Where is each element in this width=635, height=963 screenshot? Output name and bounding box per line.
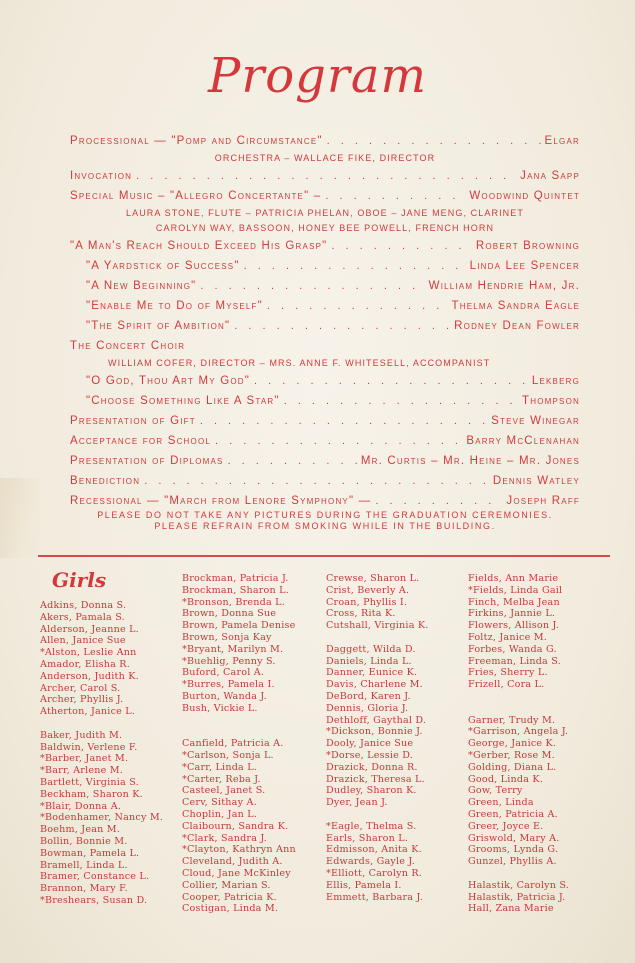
graduate-name: Brockman, Patricia J. [182,573,289,584]
name-spacer [182,715,296,727]
graduate-name: Bollin, Bonnie M. [40,835,128,847]
graduate-name: Good, Linda K. [468,773,544,785]
graduate-name: *Garrison, Angela J. [468,726,569,738]
name-spacer [326,632,429,644]
program-item-label: Recessional — "March from Lenore Symphony" — [70,495,372,507]
name-spacer [182,726,296,738]
program-item [70,340,580,358]
graduate-name: Daniels, Linda L. [326,655,412,667]
program-item-performer: William Hendrie Ham, Jr. [428,280,580,292]
name-column [468,573,569,915]
program-item-label: "Choose Something Like A Star" [86,395,280,407]
notice-line: PLEASE REFRAIN FROM SMOKING WHILE IN THE BUILDING. [154,521,496,531]
graduate-name: *Clayton, Kathryn Ann [182,844,296,856]
program-item-performer: Thelma Sandra Eagle [451,300,580,312]
graduate-name: Cross, Rita K. [326,608,396,620]
graduate-name: Cerv, Sithay A. [182,797,257,809]
graduate-name: Freeman, Linda S. [468,655,561,667]
graduate-name: Davis, Charlene M. [326,679,423,691]
graduate-name: *Alston, Leslie Ann [40,647,137,659]
graduate-name: Gow, Terry [468,785,523,797]
graduate-name: Greer, Joyce E. [468,820,544,832]
program-item-performer: Jana Sapp [520,170,580,182]
graduate-name: Buford, Carol A. [182,667,265,679]
name-column [182,573,296,915]
program-item-performer: Robert Browning [475,240,580,252]
program-item [70,135,580,153]
girls-heading: Girls [52,568,107,592]
graduate-name: Halastik, Patricia J. [468,891,566,903]
program-item [70,280,580,298]
graduate-name: Cloud, Jane McKinley [182,867,291,879]
graduate-name: Bramell, Linda L. [40,859,128,871]
program-item-detail: ORCHESTRA – WALLACE FIKE, DIRECTOR [214,153,436,163]
name-spacer [468,868,569,880]
graduate-name: Atherton, Janice L. [40,706,136,718]
graduate-name: Dennis, Gloria J. [326,702,409,714]
program-item-performer: Rodney Dean Fowler [454,320,580,332]
graduate-name: Casteel, Janet S. [182,785,266,797]
torn-edge [0,478,40,558]
graduate-name: Collier, Marian S. [182,879,271,891]
program-item-detail: LAURA STONE, FLUTE – PATRICIA PHELAN, OBOE – JANE MENG, CLARINET [126,208,524,218]
name-column [40,600,163,907]
program-item-performer: Linda Lee Spencer [469,260,580,272]
graduate-name: Drazick, Donna R. [326,761,418,773]
graduate-name: Dooly, Janice Sue [326,738,414,750]
graduate-name: Brockman, Sharon L. [182,584,289,596]
graduate-name: Fries, Sherry L. [468,667,548,679]
graduate-name: Crewse, Sharon L. [326,573,420,584]
graduate-name: Green, Patricia A. [468,808,558,820]
leader-dots [267,300,448,312]
graduate-name: Costigan, Linda M. [182,903,279,915]
program-item [70,415,580,433]
graduate-name: Gunzel, Phyllis A. [468,856,557,868]
graduate-name: Emmett, Barbara J. [326,891,424,903]
graduate-name: Archer, Carol S. [40,682,121,694]
graduate-name: Foltz, Janice M. [468,631,547,643]
graduate-name: Forbes, Wanda G. [468,643,557,655]
graduate-name: *Barr, Arlene M. [40,765,124,777]
graduate-name: Baldwin, Verlene F. [40,741,138,753]
graduate-name: Grooms, Lynda G. [468,844,559,856]
graduate-name: *Bodenhamer, Nancy M. [40,812,164,824]
graduate-name: Alderson, Jeanne L. [40,623,139,635]
leader-dots [234,320,450,332]
program-item-label: "A Man's Reach Should Exceed His Grasp" [70,240,328,252]
graduate-name: Bramer, Constance L. [40,871,150,883]
graduate-name: Dethloff, Gaythal D. [326,714,427,726]
graduate-name: Bartlett, Virginia S. [40,776,139,788]
graduate-name: Croan, Phyllis I. [326,596,408,608]
program-item [70,395,580,413]
graduate-name: Burton, Wanda J. [182,690,267,702]
graduate-name: Frizell, Cora L. [468,679,545,691]
program-item-label: Presentation of Diplomas [70,455,224,467]
graduate-name: Edmisson, Anita K. [326,844,422,856]
program-item-label: Special Music – "Allegro Concertante" – [70,190,322,202]
graduate-name: *Eagle, Thelma S. [326,820,417,832]
leader-dots [284,395,518,407]
divider [38,555,610,557]
leader-dots [200,415,487,427]
graduate-name: Flowers, Allison J. [468,620,560,632]
program-item-label: Presentation of Gift [70,415,196,427]
graduate-name: *Fields, Linda Gail [468,584,563,596]
graduate-name: *Bronson, Brenda L. [182,596,285,608]
leader-dots [327,135,541,147]
graduate-name: Edwards, Gayle J. [326,856,415,868]
graduate-name: Green, Linda [468,797,534,809]
name-spacer [326,809,429,821]
graduate-name: Griswold, Mary A. [468,832,560,844]
program-item-label: "The Spirit of Ambition" [86,320,231,332]
graduate-name: Golding, Diana L. [468,761,557,773]
graduate-name: Garner, Trudy M. [468,714,556,726]
name-spacer [468,703,569,715]
graduate-name: Bowman, Pamela L. [40,847,140,859]
program-item-performer: Dennis Watley [492,475,580,487]
program-item [70,190,580,208]
graduate-name: Hall, Zana Marie [468,903,554,915]
program-item [70,240,580,258]
leader-dots [228,455,357,467]
program-item [70,170,580,188]
graduate-name: Anderson, Judith K. [40,670,139,682]
program-item [70,375,580,393]
program-item-label: Processional — "Pomp and Circumstance" [70,135,323,147]
leader-dots [215,435,462,447]
leader-dots [136,170,516,182]
notice-line: PLEASE DO NOT TAKE ANY PICTURES DURING THE GRADUATION CEREMONIES. [97,510,553,520]
graduate-name: *Clark, Sandra J. [182,832,267,844]
graduate-name: Canfield, Patricia A. [182,738,284,750]
program-item [70,320,580,338]
graduate-name: *Carter, Reba J. [182,773,261,785]
graduate-name: *Carr, Linda L. [182,761,258,773]
graduate-name: DeBord, Karen J. [326,690,411,702]
page-title: Program [208,48,427,104]
graduate-name: Bush, Vickie L. [182,702,258,714]
program-item-performer: Barry McClenahan [466,435,580,447]
leader-dots [331,240,471,252]
graduate-name: *Barber, Janet M. [40,753,129,765]
graduate-name: Cleveland, Judith A. [182,856,283,868]
graduate-name: *Carlson, Sonja L. [182,749,274,761]
program-item-label: Acceptance for School [70,435,212,447]
leader-dots [254,375,528,387]
program-item [70,455,580,473]
graduate-name: *Blair, Donna A. [40,800,122,812]
program-item-performer: Mr. Curtis – Mr. Heine – Mr. Jones [360,455,580,467]
graduate-name: Crist, Beverly A. [326,584,410,596]
program-item-label: "Enable Me to Do of Myself" [86,300,263,312]
program-item-label: "O God, Thou Art My God" [86,375,251,387]
name-spacer [40,718,163,730]
graduate-name: Danner, Eunice K. [326,667,418,679]
leader-dots [325,190,465,202]
graduate-name: Adkins, Donna S. [40,600,127,611]
graduate-name: Archer, Phyllis J. [40,694,124,706]
graduate-name: *Gerber, Rose M. [468,749,555,761]
graduate-name: Earls, Sharon L. [326,832,409,844]
graduate-name: Brown, Pamela Denise [182,620,296,632]
leader-dots [144,475,489,487]
graduate-name: Drazick, Theresa L. [326,773,425,785]
program-item-label: "A Yardstick of Success" [86,260,240,272]
graduate-name: Brown, Donna Sue [182,608,277,620]
graduate-name: Cutshall, Virginia K. [326,620,429,632]
graduate-name: *Dorse, Lessie D. [326,749,414,761]
graduate-name: Cooper, Patricia K. [182,891,277,903]
graduate-name: Choplin, Jan L. [182,808,258,820]
graduate-name: *Dickson, Bonnie J. [326,726,423,738]
program-item-performer: Steve Winegar [491,415,580,427]
graduate-name: Brown, Sonja Kay [182,631,272,643]
graduate-name: *Bryant, Marilyn M. [182,643,284,655]
graduate-name: Fields, Ann Marie [468,573,559,584]
program-item-performer: Lekberg [531,375,580,387]
graduate-name: Allen, Janice Sue [40,635,126,647]
graduate-name: Akers, Pamala S. [40,611,125,623]
program-item-label: "A New Beginning" [86,280,197,292]
program-item [70,475,580,493]
notice [70,510,580,532]
graduate-name: Dudley, Sharon K. [326,785,417,797]
graduate-name: Amador, Elisha R. [40,658,130,670]
graduate-name: *Buehlig, Penny S. [182,655,276,667]
graduate-name: *Breshears, Susan D. [40,894,148,906]
program-item [70,300,580,318]
graduate-name: *Elliott, Carolyn R. [326,867,423,879]
graduate-name: Ellis, Pamela I. [326,879,402,891]
leader-dots [200,280,424,292]
name-column [326,573,429,903]
program-item [70,435,580,453]
graduate-name: Claibourn, Sandra K. [182,820,289,832]
program-item-label: The Concert Choir [70,340,186,352]
program-item-performer: Joseph Raff [506,495,580,507]
graduate-name: Dyer, Jean J. [326,797,388,809]
program-item-performer: Woodwind Quintet [469,190,580,202]
graduate-name: George, Janice K. [468,738,557,750]
program-item [70,260,580,278]
graduate-name: Halastik, Carolyn S. [468,879,570,891]
graduate-name: Boehm, Jean M. [40,824,121,836]
graduate-name: Firkins, Jannie L. [468,608,556,620]
graduate-name: Beckham, Sharon K. [40,788,143,800]
program-item-performer: Elgar [544,135,580,147]
program-item-detail: CAROLYN WAY, BASSOON, HONEY BEE POWELL, FRENCH HORN [155,223,495,233]
program-list [70,135,580,515]
program-item-label: Benediction [70,475,141,487]
graduate-name: Baker, Judith M. [40,729,123,741]
program-item-detail: WILLIAM COFER, DIRECTOR – MRS. ANNE F. WHITESELL, ACCOMPANIST [108,358,491,368]
graduate-name: Finch, Melba Jean [468,596,560,608]
program-item-performer: Thompson [522,395,580,407]
name-spacer [468,691,569,703]
leader-dots [244,260,466,272]
graduate-name: *Burres, Pamela I. [182,679,275,691]
graduate-name: Brannon, Mary F. [40,883,128,895]
program-item-label: Invocation [70,170,133,182]
graduate-name: Daggett, Wilda D. [326,643,416,655]
leader-dots [375,495,502,507]
